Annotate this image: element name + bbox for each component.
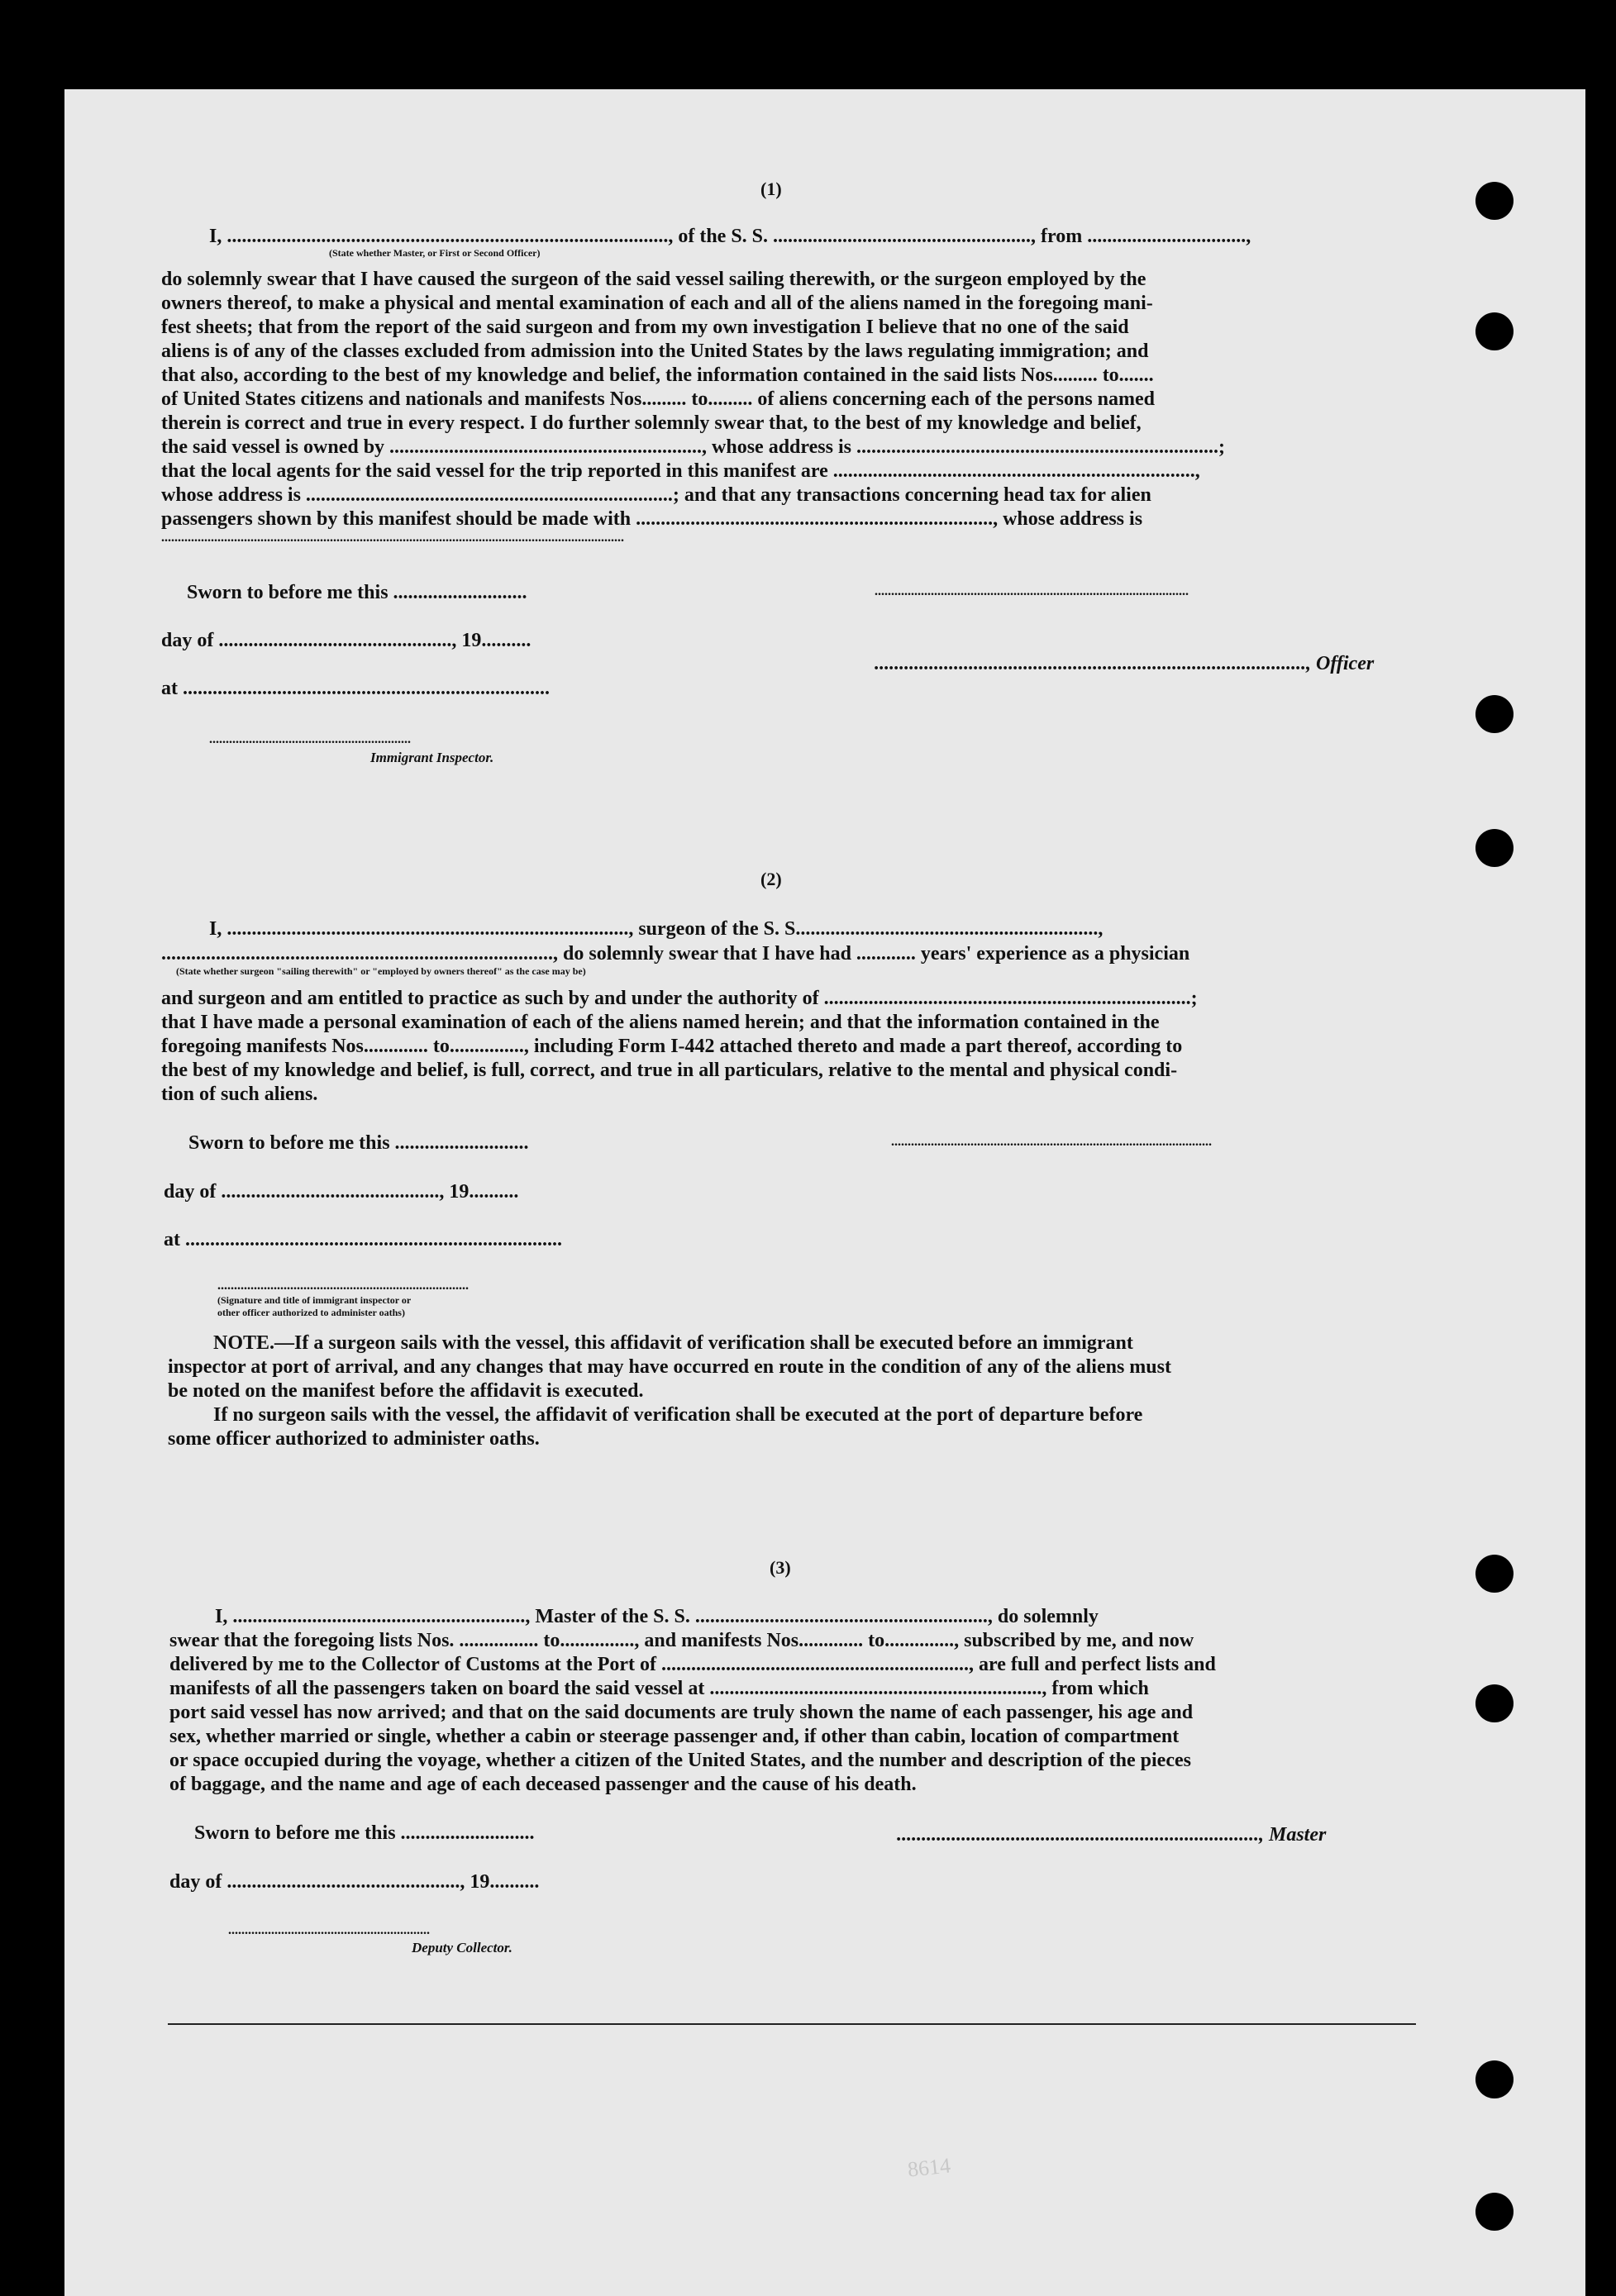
section-3-sworn: Sworn to before me this ........................... (194, 1822, 535, 1844)
section-1-officer-line: ......................................................................................., Officer (875, 653, 1375, 674)
section-2-text-line: that I have made a personal examination of each of the aliens named herein; and that the information contained in the (161, 1012, 1160, 1033)
section-1-text-line: that also, according to the best of my knowledge and belief, the information contained in the said lists Nos......... to....... (161, 364, 1154, 386)
section-3-number: (3) (770, 1557, 791, 1578)
section-3-text-line: I, ..........................................................., Master of the S. S. ..........................................................., do solemnly (215, 1606, 1099, 1627)
section-1-inspector-label: Immigrant Inspector. (370, 750, 494, 765)
section-1-text-line: do solemnly swear that I have caused the surgeon of the said vessel sailing therewith, or the surgeon employed by the (161, 269, 1146, 290)
section-3-sig-blank: ............................................................. (228, 1923, 430, 1937)
section-3-day: day of ..............................................., 19.......... (169, 1871, 540, 1893)
section-2-sig-note: other officer authorized to administer oaths) (217, 1307, 405, 1318)
section-2-text-line: ..............................................................................., do solemnly swear that I have had ............ years' experience as a physician (161, 943, 1190, 965)
section-2-note-line: inspector at port of arrival, and any changes that may have occurred en route in the condition of any of the aliens must (168, 1356, 1171, 1378)
section-1-subnote: (State whether Master, or First or Second Officer) (329, 247, 541, 259)
section-1-intro: I, ........................................................................................., of the S. S. ...................................................., from ................................, (209, 226, 1251, 247)
punch-hole (1475, 2193, 1514, 2231)
punch-hole (1475, 182, 1514, 220)
section-2-note-line: If no surgeon sails with the vessel, the affidavit of verification shall be executed at the port of departure before (213, 1404, 1143, 1426)
section-2-text-line: and surgeon and am entitled to practice as such by and under the authority of ..........................................................................; (161, 988, 1198, 1009)
section-3-collector-label: Deputy Collector. (412, 1940, 512, 1955)
section-2-at: at ............................................................................ (164, 1229, 562, 1250)
section-1-day: day of ..............................................., 19.......... (161, 630, 532, 651)
section-2-text-line: I, ................................................................................., surgeon of the S. S............................................................., (209, 918, 1104, 940)
section-1-text-line: ............................................................................................................................................ (161, 531, 624, 545)
section-1-text-line: the said vessel is owned by ..............................................................., whose address is .........................................................................; (161, 436, 1225, 458)
section-1-officer-blank: ............................................................................................... (875, 584, 1189, 598)
section-3-master-line: ........................................................................., Master (897, 1824, 1327, 1846)
section-2-note-line: NOTE.—If a surgeon sails with the vessel, this affidavit of verification shall be executed before an immigrant (213, 1332, 1133, 1354)
punch-hole (1475, 2060, 1514, 2098)
section-3-text-line: or space occupied during the voyage, whether a citizen of the United States, and the number and description of the pieces (169, 1750, 1191, 1771)
section-2-text-line: the best of my knowledge and belief, is full, correct, and true in all particulars, relative to the mental and physical condi- (161, 1060, 1178, 1081)
section-1-text-line: fest sheets; that from the report of the said surgeon and from my own investigation I believe that no one of the said (161, 317, 1129, 338)
section-2-sig-note: (Signature and title of immigrant inspector or (217, 1294, 412, 1306)
section-1-text-line: passengers shown by this manifest should be made with ........................................................................, whose address is (161, 508, 1143, 530)
section-2-day: day of ............................................, 19.......... (164, 1181, 519, 1203)
section-1-text-line: aliens is of any of the classes excluded from admission into the United States by the laws regulating immigration; and (161, 341, 1149, 362)
section-1-number: (1) (760, 179, 782, 199)
section-3-text-line: of baggage, and the name and age of each deceased passenger and the cause of his death. (169, 1774, 917, 1795)
section-1-at: at .......................................................................... (161, 678, 550, 699)
punch-hole (1475, 1555, 1514, 1593)
section-2-sig-blank: ................................................................................................. (891, 1135, 1212, 1149)
section-3-text-line: swear that the foregoing lists Nos. ................ to..............., and manifests Nos............. to.............., subscribed by me, and now (169, 1630, 1194, 1651)
section-1-text-line: owners thereof, to make a physical and mental examination of each and all of the aliens named in the foregoing mani- (161, 293, 1153, 314)
faint-stamp: 8614 (906, 2153, 952, 2182)
section-2-note-line: some officer authorized to administer oaths. (168, 1428, 540, 1450)
section-2-number: (2) (760, 869, 782, 889)
section-2-sig-block: ............................................................................ (217, 1279, 469, 1293)
section-2-text-line: foregoing manifests Nos............. to..............., including Form I-442 attached thereto and made a part thereof, according to (161, 1036, 1183, 1057)
section-3-text-line: delivered by me to the Collector of Customs at the Port of .............................................................., are full and perfect lists and (169, 1654, 1216, 1675)
section-1-text-line: therein is correct and true in every respect. I do further solemnly swear that, to the best of my knowledge and belief, (161, 412, 1142, 434)
section-1-text-line: whose address is ..........................................................................; and that any transactions concerning head tax for alien (161, 484, 1151, 506)
section-2-sworn: Sworn to before me this ........................... (188, 1132, 529, 1154)
section-1-text-line: that the local agents for the said vessel for the trip reported in this manifest are ........................................................................., (161, 460, 1200, 482)
section-1-text-line: of United States citizens and nationals and manifests Nos......... to......... of aliens concerning each of the persons named (161, 388, 1156, 410)
bottom-rule (168, 2023, 1416, 2025)
section-2-note-line: be noted on the manifest before the affidavit is executed. (168, 1380, 644, 1402)
punch-hole (1475, 312, 1514, 350)
section-3-text-line: manifests of all the passengers taken on board the said vessel at ..................................................................., from which (169, 1678, 1149, 1699)
punch-hole (1475, 1684, 1514, 1722)
section-3-text-line: port said vessel has now arrived; and that on the said documents are truly shown the name of each passenger, his age and (169, 1702, 1194, 1723)
section-1-sworn: Sworn to before me this ........................... (187, 582, 527, 603)
section-2-subnote: (State whether surgeon "sailing therewith" or "employed by owners thereof" as the case may be) (176, 965, 586, 977)
section-3-text-line: sex, whether married or single, whether a cabin or steerage passenger and, if other than cabin, location of compartment (169, 1726, 1180, 1747)
punch-hole (1475, 829, 1514, 867)
section-1-sig-blank: ............................................................. (209, 732, 411, 746)
section-2-text-line: tion of such aliens. (161, 1084, 318, 1105)
punch-hole (1475, 695, 1514, 733)
form-page (64, 89, 1585, 2296)
